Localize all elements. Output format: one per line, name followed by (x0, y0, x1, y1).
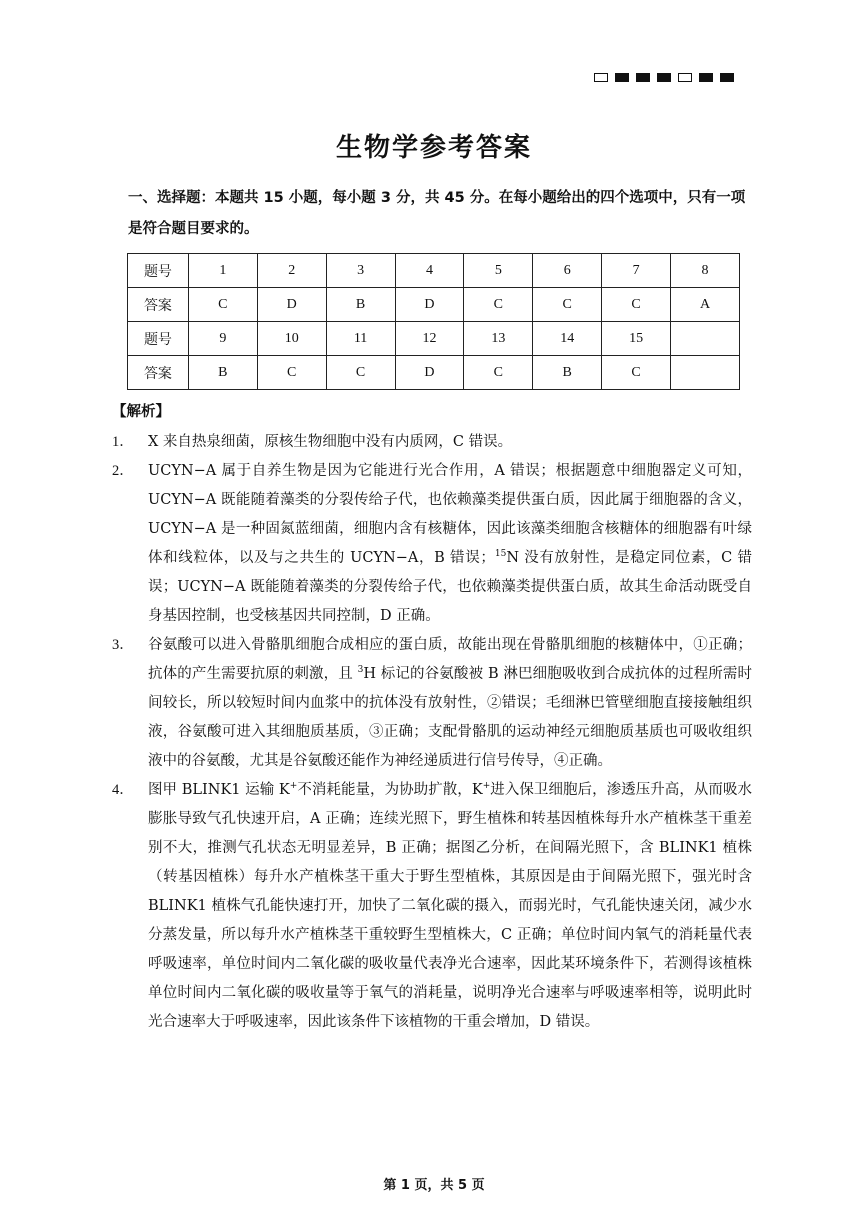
superscript: 3 (357, 665, 364, 676)
table-cell: C (602, 288, 671, 322)
table-cell: C (464, 356, 533, 390)
table-cell: 9 (188, 322, 257, 356)
table-cell: 5 (464, 254, 533, 288)
row-label: 题号 (128, 254, 189, 288)
analysis-list (112, 428, 752, 1037)
header-mark-1 (594, 73, 608, 82)
header-marks (594, 73, 734, 82)
table-cell: B (533, 356, 602, 390)
table-cell: 15 (602, 322, 671, 356)
table-cell: 8 (671, 254, 740, 288)
table-cell: 6 (533, 254, 602, 288)
table-cell: C (602, 356, 671, 390)
header-mark-7 (720, 73, 734, 82)
table-cell: A (671, 288, 740, 322)
header-mark-6 (699, 73, 713, 82)
page-footer: 第 1 页，共 5 页 (383, 1178, 485, 1193)
table-cell: 14 (533, 322, 602, 356)
item-number: 4． (112, 782, 134, 798)
header-mark-4 (657, 73, 671, 82)
row-label: 答案 (128, 356, 189, 390)
table-cell: C (533, 288, 602, 322)
analysis-heading: 【解析】 (112, 404, 170, 420)
table-cell: D (395, 288, 464, 322)
row-label: 题号 (128, 322, 189, 356)
header-mark-2 (615, 73, 629, 82)
table-cell: 12 (395, 322, 464, 356)
table-cell: C (326, 356, 395, 390)
table-cell: 10 (257, 322, 326, 356)
section-heading: 一、选择题：本题共 15 小题，每小题 3 分，共 45 分。在每小题给出的四个选项中，只有一项是符合题目要求的。 (128, 190, 746, 237)
table-cell: C (188, 288, 257, 322)
list-item (112, 631, 752, 776)
table-cell: C (464, 288, 533, 322)
table-cell: 13 (464, 322, 533, 356)
table-cell: C (257, 356, 326, 390)
item-number: 1． (112, 434, 134, 450)
item-number: 3． (112, 637, 134, 653)
table-cell: B (188, 356, 257, 390)
row-label: 答案 (128, 288, 189, 322)
table-cell (671, 322, 740, 356)
list-item (112, 428, 752, 457)
table-cell: 7 (602, 254, 671, 288)
table-row (128, 356, 740, 390)
table-row (128, 288, 740, 322)
page-title: 生物学参考答案 (335, 133, 532, 163)
table-row (128, 322, 740, 356)
superscript: 15 (494, 549, 507, 560)
table-row (128, 254, 740, 288)
item-text: X 来自热泉细菌，原核生物细胞中没有内质网，C 错误。 (148, 434, 513, 450)
table-cell: 11 (326, 322, 395, 356)
list-item (112, 457, 752, 631)
header-mark-5 (678, 73, 692, 82)
table-cell: 4 (395, 254, 464, 288)
superscript: + (482, 781, 491, 792)
list-item (112, 776, 752, 1037)
table-cell: 1 (188, 254, 257, 288)
superscript: + (289, 781, 298, 792)
table-cell: 3 (326, 254, 395, 288)
item-text: 谷氨酸可以进入骨骼肌细胞合成相应的蛋白质，故能出现在骨骼肌细胞的核糖体中，①正确；抗体的产生需要抗原的刺激，且 $^3$H 标记的谷氨酸被 B 淋巴细胞吸收到合成抗体的过程所需时间较长，所以较短时间内血浆中的抗体没有放射性，②错误；毛细淋巴管壁细胞直接接触组织液，谷氨酸可进入其细胞质基质，③正确；支配骨骼肌的运动神经元细胞质基质也可吸收组织液中的谷氨酸，尤其是谷氨酸还能作为神经递质进行信号传导，④正确。 (148, 637, 752, 769)
table-cell: D (395, 356, 464, 390)
table-cell: D (257, 288, 326, 322)
item-text: UCYN−A 属于自养生物是因为它能进行光合作用，A 错误；根据题意中细胞器定义可知，UCYN−A 既能随着藻类的分裂传给子代，也依赖藻类提供蛋白质，因此属于细胞器的含义，UCYN−A 是一种固氮蓝细菌，细胞内含有核糖体，因此该藻类细胞含核糖体的细胞器有叶绿体和线粒体，以及与之共生的 UCYN−A，B 错误；$^{15}$N 没有放射性，是稳定同位素，C 错误；UCYN−A 既能随着藻类的分裂传给子代，也依赖藻类提供蛋白质，故其生命活动既受自身基因控制，也受核基因共同控制，D 正确。 (148, 463, 753, 624)
table-cell: B (326, 288, 395, 322)
table-cell: 2 (257, 254, 326, 288)
item-text: 图甲 BLINK1 运输 K+不消耗能量，为协助扩散，K+进入保卫细胞后，渗透压升高，从而吸水膨胀导致气孔快速开启，A 正确；连续光照下，野生植株和转基因植株每升水产植株茎干重差别不大，推测气孔状态无明显差异，B 正确；据图乙分析，在间隔光照下，含 BLINK1 植株（转基因植株）每升水产植株茎干重大于野生型植株，其原因是由于间隔光照下，强光时含 BLINK1 植株气孔能快速打开，加快了二氧化碳的摄入，而弱光时，气孔能快速关闭，减少水分蒸发量，所以每升水产植株茎干重较野生型植株大，C 正确；单位时间内氧气的消耗量代表呼吸速率，单位时间内二氧化碳的吸收量代表净光合速率，因此某环境条件下，若测得该植株单位时间内二氧化碳的吸收量等于氧气的消耗量，说明净光合速率与呼吸速率相等，说明此时光合速率大于呼吸速率，因此该条件下该植物的干重会增加，D 错误。 (148, 781, 753, 1030)
table-cell (671, 356, 740, 390)
item-number: 2． (112, 463, 134, 479)
header-mark-3 (636, 73, 650, 82)
answer-table (127, 253, 740, 390)
